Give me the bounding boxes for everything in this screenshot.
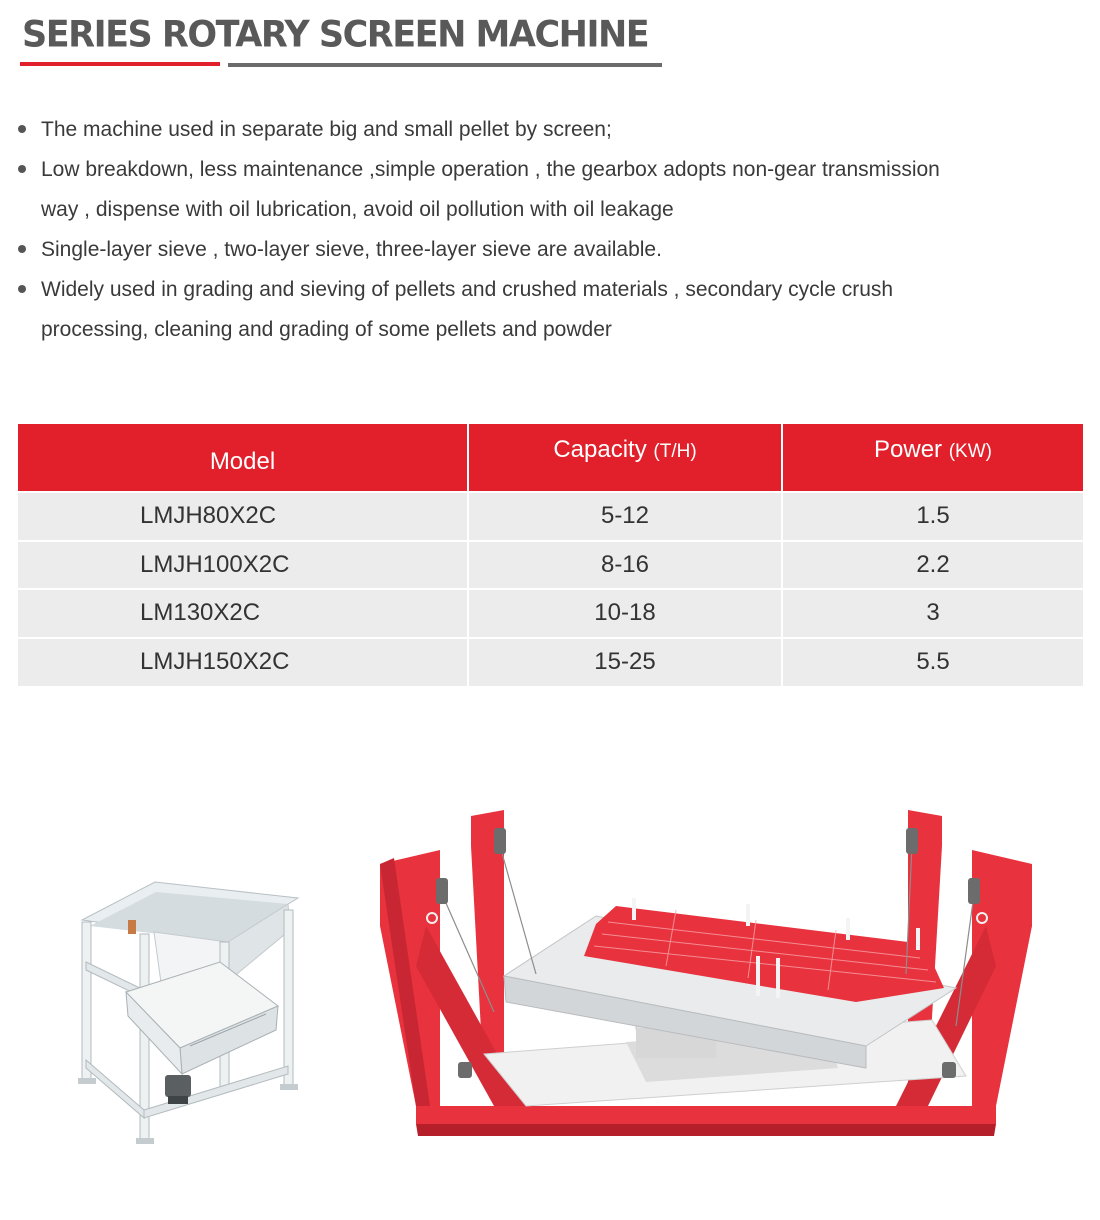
table-header-row <box>18 424 1083 492</box>
feature-text: Widely used in grading and sieving of pellets and crushed materials , secondary cycle crush <box>41 278 894 301</box>
header-model <box>18 424 468 492</box>
feature-item <box>15 270 1090 350</box>
bullet-icon <box>18 285 26 293</box>
table-row <box>18 638 1083 687</box>
feature-item <box>15 150 1090 230</box>
header-power <box>782 424 1083 492</box>
header-capacity <box>468 424 782 492</box>
bullet-icon <box>18 125 26 133</box>
table-row <box>18 541 1083 590</box>
feature-text: Low breakdown, less maintenance ,simple operation , the gearbox adopts non-gear transmission <box>41 158 940 181</box>
cell-power: 3 <box>782 589 1083 638</box>
feature-item <box>15 230 1090 270</box>
header-power-label: Power <box>874 435 943 463</box>
header-capacity-label: Capacity <box>553 435 647 463</box>
bullet-icon <box>18 165 26 173</box>
machine-render-red <box>376 806 1036 1146</box>
cell-capacity: 5-12 <box>468 492 782 541</box>
feature-list <box>15 110 1090 350</box>
feature-text-continued: processing, cleaning and grading of some pellets and powder <box>41 318 612 341</box>
header-power-unit: (KW) <box>948 440 992 462</box>
title-underline <box>228 63 662 67</box>
feature-item <box>15 110 1090 150</box>
bullet-icon <box>18 245 26 253</box>
cell-power: 2.2 <box>782 541 1083 590</box>
table-row <box>18 492 1083 541</box>
page-title: SERIES ROTARY SCREEN MACHINE <box>22 14 649 56</box>
cell-power: 5.5 <box>782 638 1083 687</box>
cell-model: LMJH80X2C <box>18 492 468 541</box>
feature-text: The machine used in separate big and small pellet by screen; <box>41 118 612 141</box>
cell-capacity: 8-16 <box>468 541 782 590</box>
cell-model: LMJH100X2C <box>18 541 468 590</box>
cell-capacity: 10-18 <box>468 589 782 638</box>
header-model-label: Model <box>209 447 276 475</box>
cell-model: LM130X2C <box>18 589 468 638</box>
cell-power: 1.5 <box>782 492 1083 541</box>
table-row <box>18 589 1083 638</box>
feature-text-continued: way , dispense with oil lubrication, avoid oil pollution with oil leakage <box>41 198 674 221</box>
title-underline-accent <box>20 62 220 66</box>
machine-photo-white <box>70 870 310 1150</box>
spec-table <box>18 424 1083 686</box>
feature-text: Single-layer sieve , two-layer sieve, three-layer sieve are available. <box>41 238 662 261</box>
cell-model: LMJH150X2C <box>18 638 468 687</box>
cell-capacity: 15-25 <box>468 638 782 687</box>
header-capacity-unit: (T/H) <box>653 440 697 462</box>
